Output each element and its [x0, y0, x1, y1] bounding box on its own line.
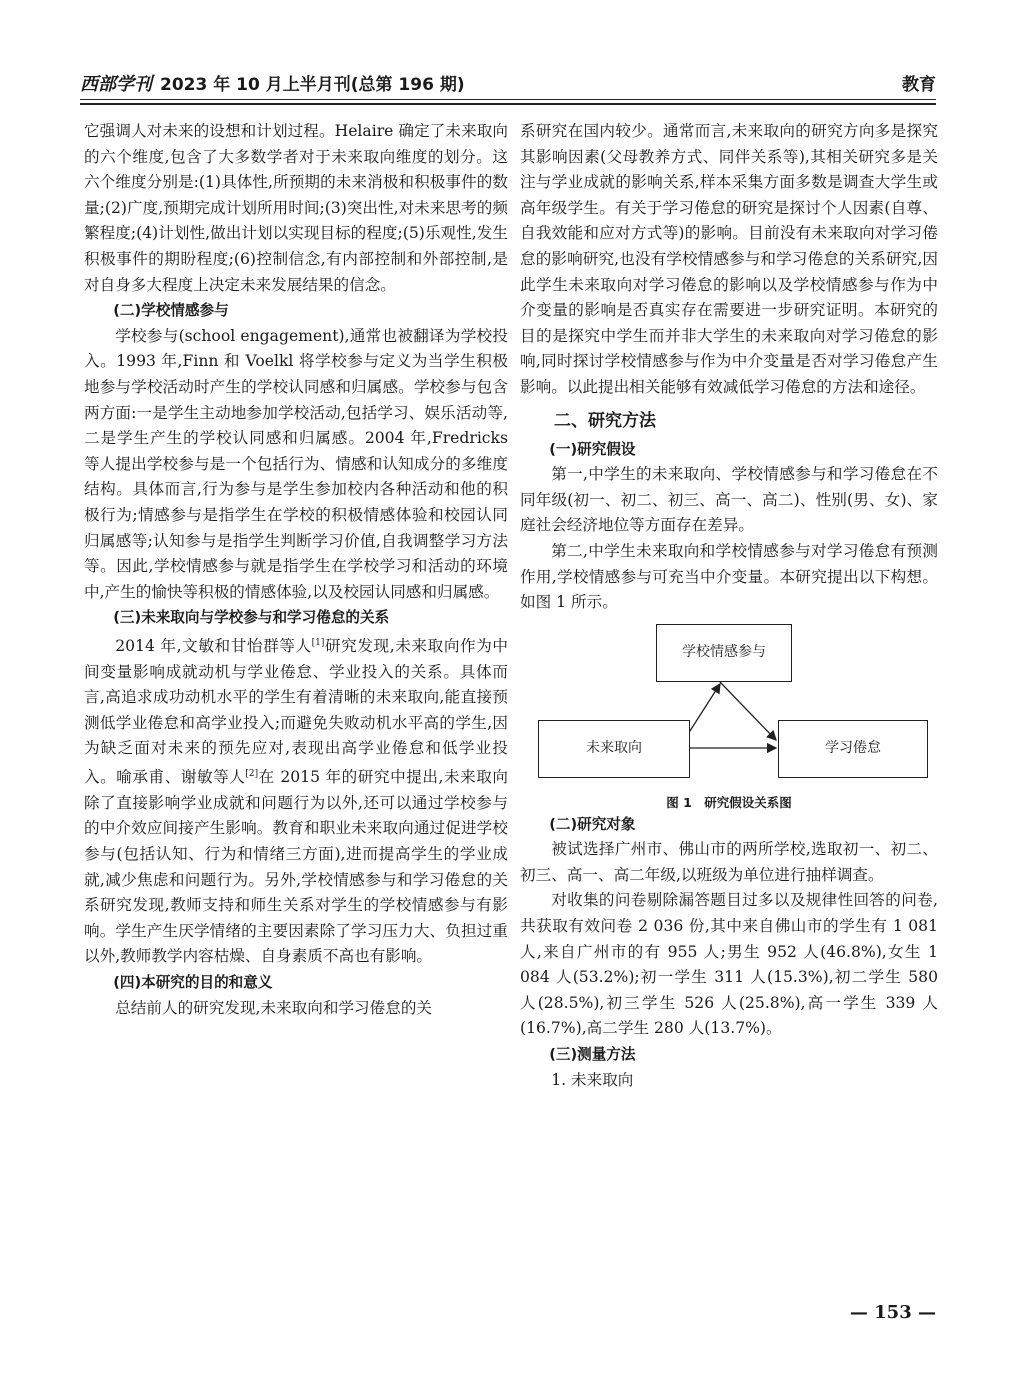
section-heading: (四)本研究的目的和意义: [113, 973, 273, 991]
node-learning-burnout: 学习倦怠: [778, 720, 928, 778]
paragraph: 学校参与(school engagement),通常也被翻译为学校投入。1993 年,Finn 和 Voelkl 将学校参与定义为当学生积极地参与学校活动时产生的学校认同感和归属感。学校参与包含两方面:一是学生主动地参加学校活动,包括学习、娱乐活动等,二是学生产生的学校认同感和归属感。2004 年,Fredricks 等人提出学校参与是一个包括行为、情感和认知成分的多维度结构。具体而言,行为参与是学生参加校内各种活动和他的积极行为;情感参与是指学生在学校的积极情感体验和校园认同归属感等;认知参与是指学生判断学习价值,自我调整学习方法等。因此,学校情感参与就是指学生在学校学习和活动的环境中,产生的愉快等积极的情感体验,以及校园认同感和归属感。: [84, 326, 508, 601]
paragraph: 第二,中学生未来取向和学校情感参与对学习倦怠有预测作用,学校情感参与可充当中介变量。本研究提出以下构想。如图 1 所示。: [520, 541, 938, 612]
paragraph: [84, 631, 508, 970]
arrow-orientation-to-engagement: [688, 684, 720, 734]
section-heading: (二)学校情感参与: [113, 302, 229, 320]
text-span: 2014 年,文敏和甘怡群等人: [115, 637, 312, 656]
paragraph: 被试选择广州市、佛山市的两所学校,选取初一、初二、初三、高一、高二年级,以班级为单位进行抽样调查。: [520, 840, 938, 884]
journal-issue: 2023 年 10 月上半月刊(总第 196 期): [160, 75, 465, 95]
text-span: 在 2015 年的研究中提出,未来取向除了直接影响学业成就和问题行为以外,还可以通过学校参与的中介效应间接产生影响。教育和职业未来取向通过促进学校参与(包括认知、行为和情绪三方面),进而提高学生的学业成就,减少焦虑和问题行为。另外,学校情感参与和学习倦怠的关系研究发现,教师支持和师生关系对学生的学校情感参与有影响。学生产生厌学情绪的主要因素除了学习压力大、负担过重以外,教师教学内容枯燥、自身素质不高也有影响。: [84, 768, 508, 966]
arrow-engagement-to-burnout: [720, 682, 776, 740]
header-rule-thin: [80, 99, 936, 100]
figure-caption: 图 1 研究假设关系图: [666, 794, 792, 810]
paragraph: 它强调人对未来的设想和计划过程。Helaire 确定了未来取向的六个维度,包含了大多数学者对于未来取向维度的划分。这六个维度分别是:(1)具体性,所预期的未来消极和积极事件的数量;(2)广度,预期完成计划所用时间;(3)突出性,对未来思考的频繁程度;(4)计划性,做出计划以实现目标的程度;(5)乐观性,发生积极事件的期盼程度;(6)控制信念,有内部控制和外部控制,是对自身多大程度上决定未来发展结果的信念。: [84, 122, 508, 294]
paragraph: 第一,中学生的未来取向、学校情感参与和学习倦怠在不同年级(初一、初二、初三、高一、高二)、性别(男、女)、家庭社会经济地位等方面存在差异。: [520, 465, 938, 535]
journal-logo: 西部学刊: [80, 74, 152, 95]
text-span: 研究发现,未来取向作为中间变量影响成就动机与学业倦怠、学业投入的关系。具体而言,高追求成功动机水平的学生有着清晰的未来取向,能直接预测低学业倦怠和高学业投入;而避免失败动机水平高的学生,因为缺乏面对未来的预先应对,表现出高学业倦怠和低学业投入。喻承甫、谢敏等人: [84, 637, 508, 787]
section-label: 教育: [902, 75, 936, 95]
node-school-engagement: 学校情感参与: [656, 624, 792, 682]
section-heading: (二)研究对象: [549, 815, 636, 833]
header-rule-thick: [80, 103, 936, 105]
citation-ref: [2]: [245, 769, 259, 780]
hypothesis-diagram: [520, 624, 938, 812]
citation-ref: [1]: [311, 637, 325, 648]
page-header: [80, 68, 936, 98]
page-number: — 153 —: [849, 1302, 936, 1323]
paragraph: 总结前人的研究发现,未来取向和学习倦怠的关: [115, 998, 433, 1017]
right-column: [520, 119, 938, 1093]
paragraph: 系研究在国内较少。通常而言,未来取向的研究方向多是探究其影响因素(父母教养方式、同伴关系等),其相关研究多是关注与学业成就的影响关系,样本采集方面多数是调查大学生或高年级学生。有关于学习倦怠的研究是探讨个人因素(自尊、自我效能和应对方式等)的影响。目前没有未来取向对学习倦怠的影响研究,也没有学校情感参与和学习倦怠的关系研究,因此学生未来取向对学习倦怠的影响以及学校情感参与作为中介变量的影响是否真实存在需要进一步研究证明。本研究的目的是探究中学生而并非大学生的未来取向对学习倦怠的影响,同时探讨学校情感参与作为中介变量是否对学习倦怠产生影响。以此提出相关能够有效减低学习倦怠的方法和途径。: [520, 122, 938, 396]
section-heading: (一)研究假设: [549, 440, 636, 458]
paragraph: 对收集的问卷剔除漏答题目过多以及规律性回答的问卷,共获取有效问卷 2 036 份,其中来自佛山市的学生有 1 081 人,来自广州市的有 955 人;男生 952 人(46.8%),女生 1 084 人(53.2%);初一学生 311 人(15.3%),初二学生 580 人(28.5%),初三学生 526 人(25.8%),高一学生 339 人(16.7%),高二学生 280 人(13.7%)。: [520, 891, 938, 1038]
node-future-orientation: 未来取向: [538, 720, 690, 778]
left-column: [84, 119, 508, 1021]
section-heading: (三)未来取向与学校参与和学习倦怠的关系: [113, 609, 390, 627]
section-heading-main: 二、研究方法: [554, 410, 656, 431]
section-heading: (三)测量方法: [549, 1046, 636, 1064]
subheading: 1. 未来取向: [551, 1070, 634, 1089]
